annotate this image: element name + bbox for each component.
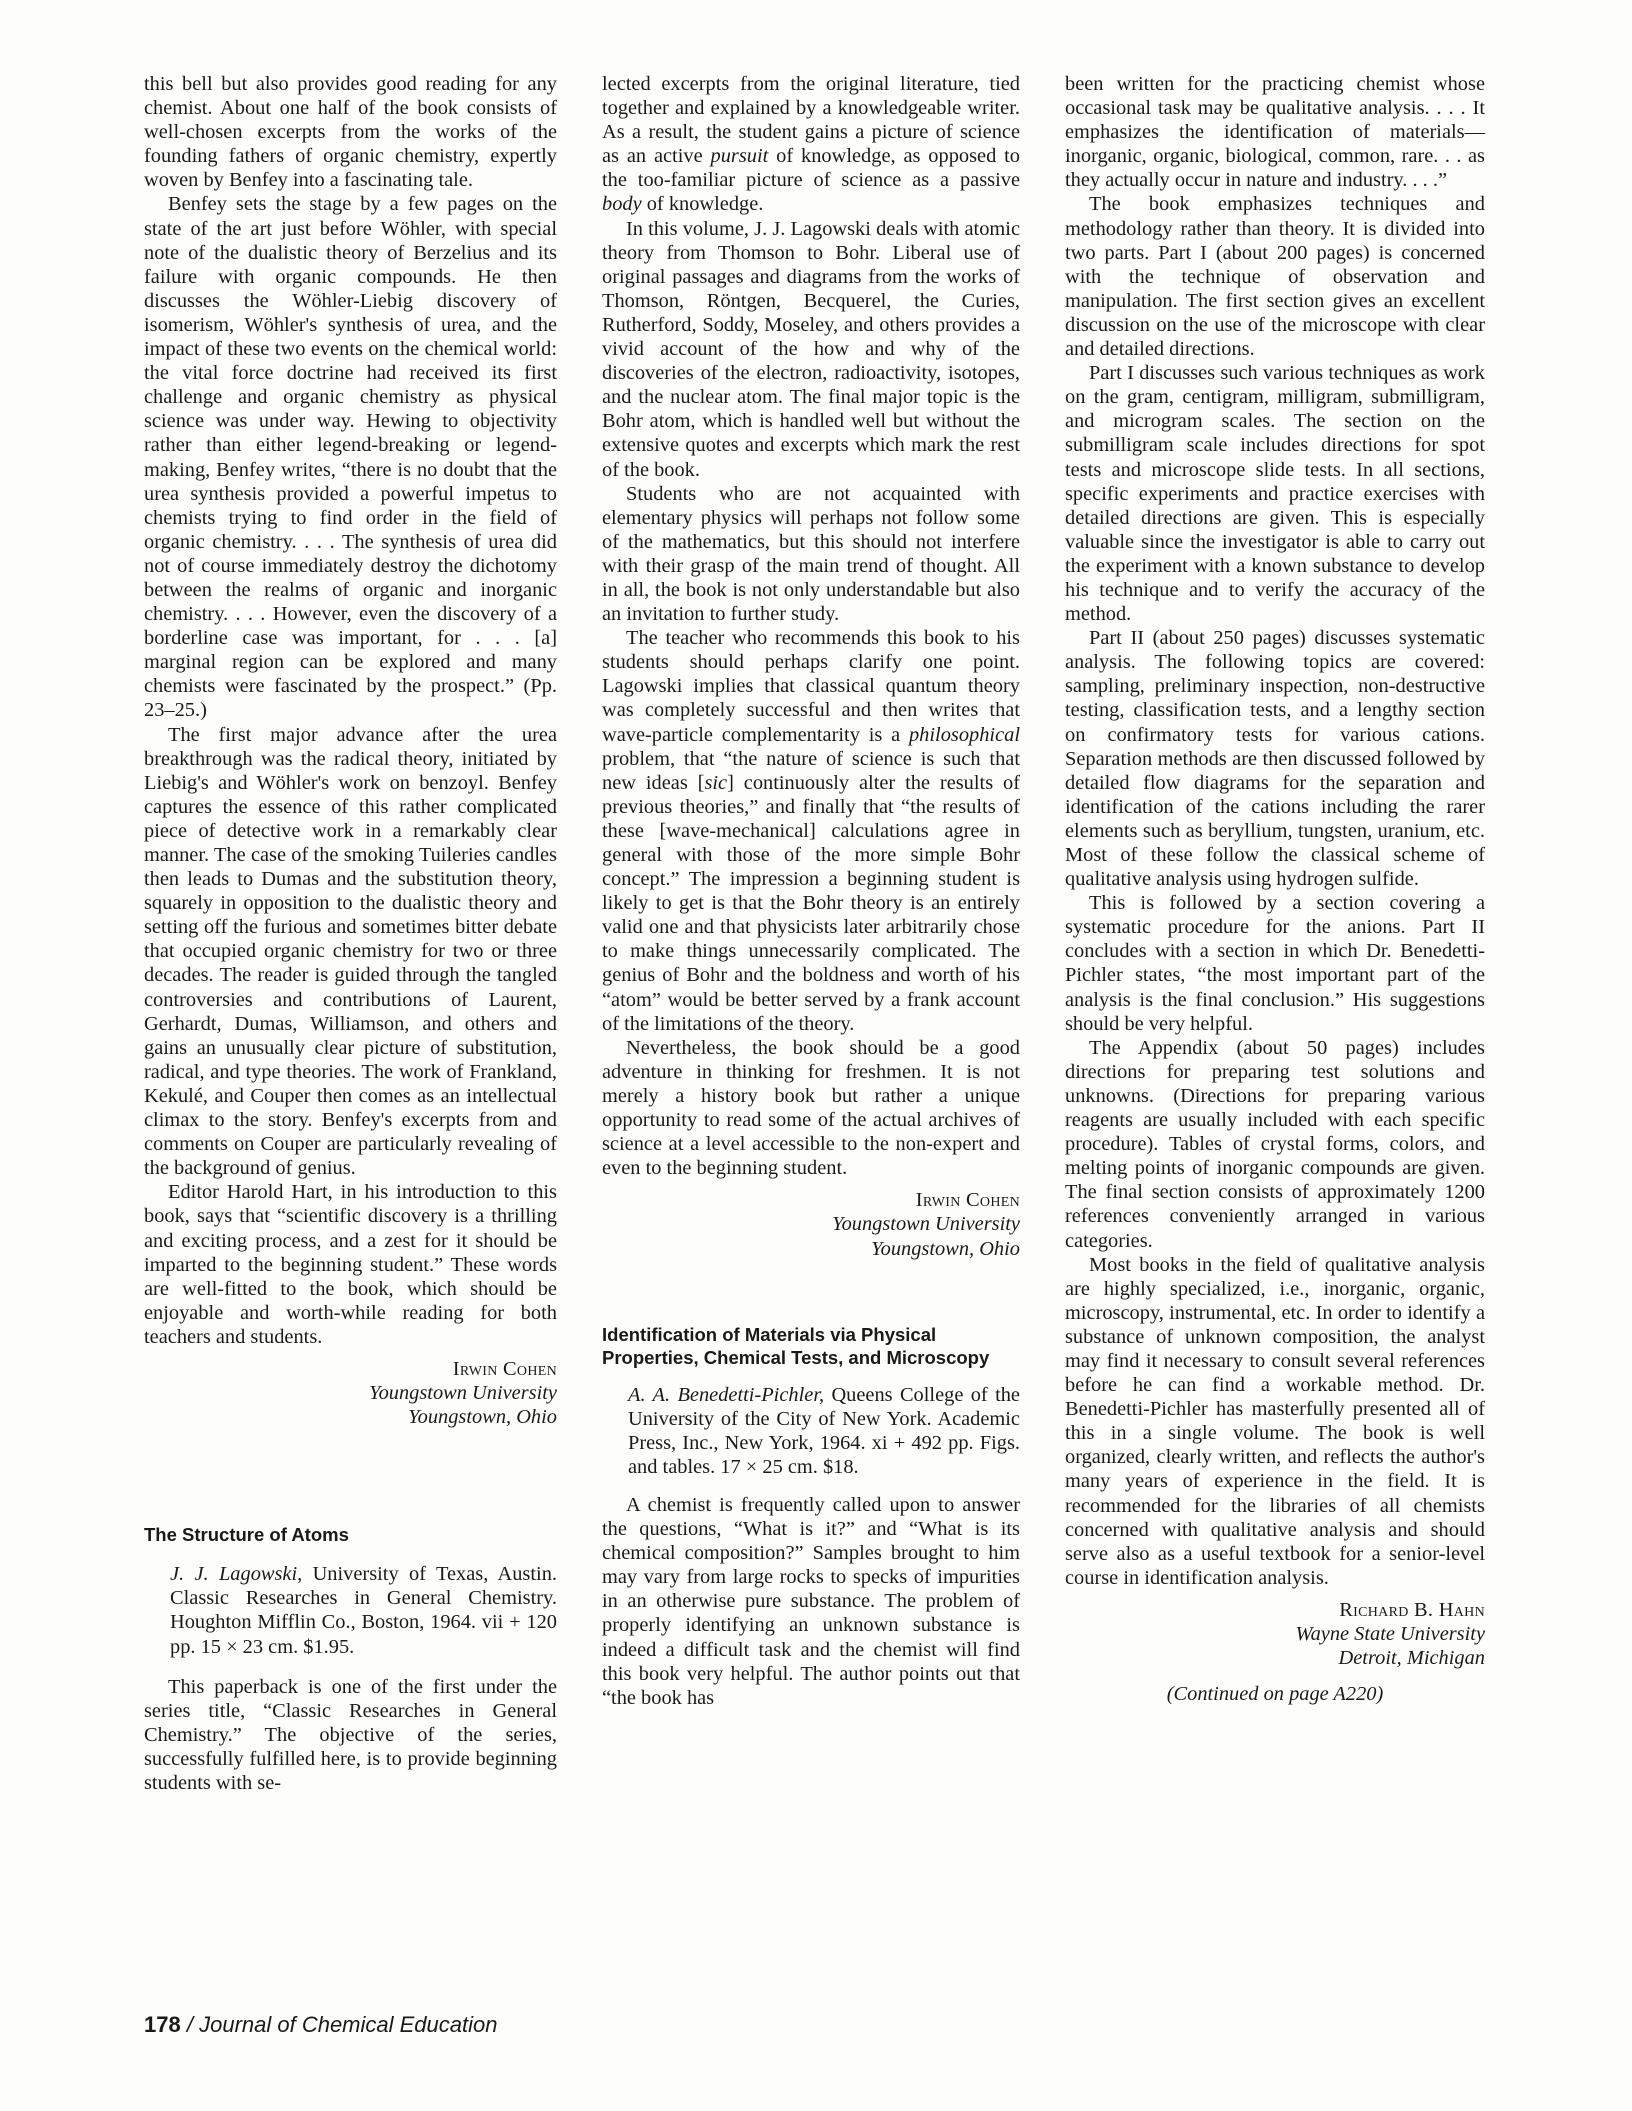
page-number: 178 [144, 2012, 181, 2037]
paragraph [602, 626, 1020, 1036]
text-run: of knowledge. [641, 193, 764, 216]
book-author: A. A. Benedetti-Pichler, [628, 1383, 825, 1406]
column-2 [602, 72, 1020, 1710]
reviewer-signature [144, 1357, 557, 1429]
text-run: of knowledge, as opposed to the too-familiar picture of science as a passive [602, 145, 1020, 192]
reviewer-affiliation: Wayne State University [1295, 1623, 1485, 1645]
italic-run: body [602, 193, 642, 216]
reviewer-location: Detroit, Michigan [1338, 1647, 1485, 1670]
italic-run: sic [704, 771, 728, 794]
reviewer-affiliation: Youngstown University [832, 1213, 1020, 1236]
paragraph: Part II (about 250 pages) discusses systematic analysis. The following topics are covered: sampling, preliminary inspection, non-destructive testing, classification tests, and a lengthy section on confirmatory tests for various cations. Separation methods are then discussed followed by detailed flow diagrams for the separation and identification of the cations including the rarer elements such as beryllium, tungsten, uranium, etc. Most of these follow the classical scheme of qualitative analysis using hydrogen sulfide. [1065, 627, 1485, 891]
paragraph: Editor Harold Hart, in his introduction to this book, says that “scientific discovery is a thrilling and exciting process, and a zest for it should be imparted to the beginning student.” These words are well-fitted to the book, which should be enjoyable and worth-while reading for both teachers and students. [144, 1181, 557, 1348]
review-title: The Structure of Atoms [144, 1524, 349, 1546]
column-1 [144, 72, 557, 1795]
paragraph: This paperback is one of the first under the series title, “Classic Researches in General Chemistry.” The objective of the series, successfully fulfilled here, is to provide beginning students with se- [144, 1675, 557, 1794]
text-run: The teacher who recommends this book to his students should perhaps clarify one point. Lagowski implies that classical quantum theory was completely successful and then writes that wave-particle complementarity is a [602, 627, 1020, 746]
text-run: lected excerpts from the original literature, tied together and explained by a knowledgeable writer. As a result, the student gains a picture of science as an active [602, 73, 1020, 168]
paragraph: been written for the practicing chemist whose occasional task may be qualitative analysis. . . . It emphasizes the identification of materials—inorganic, organic, biological, common, rare. . . as they actually occur in nature and industry. . . .” [1065, 73, 1485, 192]
paragraph: Nevertheless, the book should be a good adventure in thinking for freshmen. It is not merely a history book but rather a unique opportunity to read some of the actual archives of science at a level accessible to the non-expert and even to the beginning student. [602, 1036, 1020, 1180]
book-details: Queens College of the University of the City of New York. Academic Press, Inc., New York, 1964. xi + 492 pp. Figs. and tables. 17 × 25 cm. $18. [628, 1383, 1020, 1478]
reviewer-name: Irwin Cohen [915, 1189, 1020, 1212]
reviewer-affiliation: Youngstown University [369, 1382, 557, 1405]
continued-note: (Continued on page A220) [1166, 1683, 1384, 1706]
paragraph: this bell but also provides good reading for any chemist. About one half of the book consists of well-chosen excerpts from the works of the founding fathers of organic chemistry, expertly woven by Benfey into a fascinating tale. [144, 73, 557, 192]
reviewer-name: Richard B. Hahn [1339, 1598, 1485, 1621]
book-author: J. J. Lagowski, [170, 1563, 303, 1586]
book-reference [602, 1383, 1020, 1479]
book-reference [144, 1562, 557, 1658]
paragraph: This is followed by a section covering a systematic procedure for the anions. Part II concludes with a section in which Dr. Benedetti-Pichler states, “the most important part of the analysis is the final conclusion.” His suggestions should be very helpful. [1065, 892, 1485, 1035]
paragraph: Students who are not acquainted with elementary physics will perhaps not follow some of the mathematics, but this should not interfere with their grasp of the main trend of thought. All in all, the book is not only understandable but also an invitation to further study. [602, 482, 1020, 626]
reviewer-name: Irwin Cohen [452, 1357, 557, 1380]
paragraph: The Appendix (about 50 pages) includes directions for preparing test solutions and unknowns. (Directions for preparing various reagents are usually included with each specific procedure). Tables of crystal forms, colors, and melting points of inorganic compounds are given. The final section consists of approximately 1200 references conveniently arranged in various categories. [1065, 1036, 1485, 1252]
italic-run: pursuit [710, 145, 769, 168]
reviewer-location: Youngstown, Ohio [871, 1237, 1020, 1260]
paragraph: Most books in the field of qualitative analysis are highly specialized, i.e., inorganic, organic, microscopy, instrumental, etc. In order to identify a substance of unknown composition, the analyst may find it necessary to consult several references before he can find a workable method. Dr. Benedetti-Pichler has masterfully presented all of this in a single volume. The book is well organized, clearly written, and reflects the author's many years of experience in the field. It is recommended for the libraries of all chemists concerned with qualitative analysis and should serve also as a useful textbook for a senior-level course in identification analysis. [1065, 1253, 1485, 1589]
review-title: Identification of Materials via Physical Properties, Chemical Tests, and Microscopy [602, 1323, 990, 1368]
paragraph: A chemist is frequently called upon to answer the questions, “What is it?” and “What is its chemical composition?” Samples brought to him may vary from large rocks to specks of impurities in an otherwise pure substance. The problem of properly identifying an unknown substance is indeed a difficult task and the chemist will find this book very helpful. The author points out that “the book has [602, 1493, 1020, 1709]
text-run: problem, that “the nature of science is such that new ideas [ [602, 747, 1020, 794]
reviewer-signature [1065, 1598, 1485, 1670]
page-footer [144, 2012, 497, 2038]
italic-run: philosophical [908, 723, 1020, 746]
paragraph: Benfey sets the stage by a few pages on the state of the art just before Wöhler, with special note of the dualistic theory of Berzelius and its failure with organic compounds. He then discusses the Wöhler-Liebig discovery of isomerism, Wöhler's synthesis of urea, and the impact of these two events on the chemical world: the vital force doctrine had received its first challenge and organic chemistry as physical science was under way. Hewing to objectivity rather than either legend-breaking or legend-making, Benfey writes, “there is no doubt that the urea synthesis provided a powerful impetus to chemists trying to find order in the field of organic chemistry. . . . The synthesis of urea did not of course immediately destroy the dichotomy between the realms of organic and inorganic chemistry. . . . However, even the discovery of a borderline case was important, for . . . [a] marginal region can be explored and many chemists were fascinated by the prospect.” (Pp. 23–25.) [144, 193, 557, 722]
text-run: ] continuously alter the results of previous theories,” and finally that “the results of these [wave-mechanical] calculations agree in general with those of the more simple Bohr concept.” The impression a beginning student is likely to get is that the Bohr theory is an entirely valid one and that physicists later arbitrarily chose to make things unnecessarily complicated. The genius of Bohr and the boldness and worth of his “atom” would be better served by a frank account of the limitations of the theory. [602, 771, 1021, 1035]
paragraph: In this volume, J. J. Lagowski deals with atomic theory from Thomson to Bohr. Liberal use of original passages and diagrams from the works of Thomson, Röntgen, Becquerel, the Curies, Rutherford, Soddy, Moseley, and others provides a vivid account of the how and why of the discoveries of the electron, radioactivity, isotopes, and the nuclear atom. The final major topic is the Bohr atom, which is handled well but without the extensive quotes and excerpts which mark the rest of the book. [602, 217, 1020, 481]
footer-separator: / [186, 2012, 193, 2037]
journal-name: Journal of Chemical Education [199, 2012, 498, 2037]
column-3 [1065, 72, 1485, 1706]
reviewer-signature [602, 1188, 1020, 1260]
book-details: University of Texas, Austin. Classic Researches in General Chemistry. Houghton Mifflin Co., Boston, 1964. vii + 120 pp. 15 × 23 cm. $1.95. [170, 1563, 557, 1658]
paragraph: The first major advance after the urea breakthrough was the radical theory, initiated by Liebig's and Wöhler's work on benzoyl. Benfey captures the essence of this rather complicated piece of detective work in a remarkably clear manner. The case of the smoking Tuileries candles then leads to Dumas and the substitution theory, squarely in opposition to the dualistic theory and setting off the furious and sometimes bitter debate that occupied organic chemistry for two or three decades. The reader is guided through the tangled controversies and contributions of Laurent, Gerhardt, Dumas, Williamson, and others and gains an unusually clear picture of substitution, radical, and type theories. The work of Frankland, Kekulé, and Couper then comes as an intellectual climax to the story. Benfey's excerpts from and comments on Couper are particularly revealing of the background of genius. [144, 723, 557, 1180]
paragraph [602, 72, 1020, 217]
paragraph: Part I discusses such various techniques as work on the gram, centigram, milligram, submilligram, and microgram scales. The section on the submilligram scale includes directions for spot tests and microscope slide tests. In all sections, specific experiments and practice exercises with detailed directions are given. This is especially valuable since the investigator is able to carry out the experiment with a known substance to develop his technique and to verify the accuracy of the method. [1065, 362, 1485, 626]
paragraph: The book emphasizes techniques and methodology rather than theory. It is divided into two parts. Part I (about 200 pages) is concerned with the technique of observation and manipulation. The first section gives an excellent discussion on the use of the microscope with clear and detailed directions. [1065, 193, 1485, 361]
reviewer-location: Youngstown, Ohio [408, 1406, 557, 1429]
